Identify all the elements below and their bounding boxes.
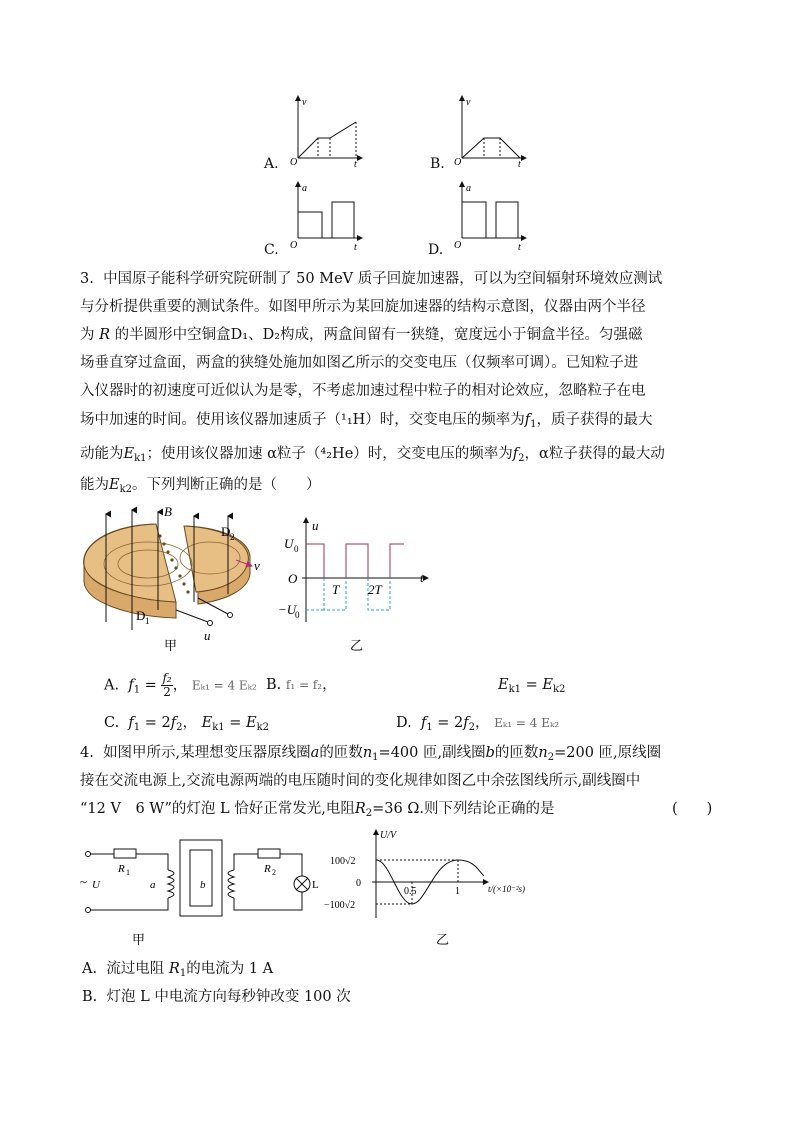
fig3jia-D2-sub: 2 [230, 532, 235, 542]
q4-voltage-figure [318, 826, 546, 948]
q2b-y-label: v [466, 97, 471, 108]
q2d-origin: O [454, 240, 462, 251]
fig4yi-xaxis: t/(×10⁻²s) [488, 884, 526, 894]
fig4jia-R2-sub: 2 [272, 868, 276, 877]
fig4yi-yaxis: U/V [380, 830, 397, 841]
fig3yi-U0: U [284, 536, 294, 551]
fig4yi-zero: 0 [356, 878, 361, 889]
q3-line-4: 场垂直穿过盒面，两盒的狭缝处施加如图乙所示的交变电压（仅频率可调）。已知粒子进 [80, 355, 639, 371]
fig3jia-D2: D [221, 524, 231, 539]
fig3yi-u: u [312, 518, 319, 533]
fig3jia-B: B [164, 504, 172, 519]
fig3yi-O: O [288, 571, 298, 586]
q2d-y-label: a [466, 183, 471, 194]
q3-line-5: 入仪器时的初速度可近似认为是零，不考虑加速过程中粒子的相对论效应，忽略粒子在电 [80, 383, 646, 399]
fig3yi-caption: 乙 [350, 638, 364, 653]
q2c-origin: O [290, 240, 298, 251]
q3-number: 3. [80, 271, 94, 287]
q3-option-c[interactable]: C. $f_1 = 2f_2$， $E_{k1} = E_{k2}$ [104, 715, 270, 733]
q3-line-6: 场中加速的时间。使用该仪器加速质子（¹₁H）时，交变电压的频率为$f_1$，质子获得的最大 [80, 412, 653, 430]
fig3yi-negU0: −U [278, 602, 297, 617]
q2-graph-c [288, 178, 368, 254]
fig4yi-neg: −100√2 [324, 900, 356, 911]
fig4jia-a: a [150, 879, 156, 891]
fig4yi-caption: 乙 [436, 932, 450, 947]
q4-answer-paren: ( ) [672, 801, 713, 817]
q4-option-b[interactable]: B. 灯泡 L 中电流方向每秒钟改变 100 次 [82, 989, 351, 1005]
fig3yi-negU0-sub: 0 [295, 610, 300, 620]
q2-graph-a [288, 92, 368, 168]
q3a-fraction: $\frac{\text{f₂}}{2}$ [162, 671, 172, 699]
q4-circuit-figure [80, 832, 319, 948]
q4-line-1: 4. 如图甲所示,某理想变压器原线圈a的匝数$n_1=400$ 匝,副线圈b的匝数$n_2=200$ 匝,原线圈 [80, 745, 662, 763]
fig3jia-D1: D [136, 608, 146, 623]
fig3yi-U0-sub: 0 [294, 544, 299, 554]
fig3yi-T: T [332, 582, 340, 597]
q2c-x-label: t [354, 242, 357, 253]
q2a-y-label: v [302, 97, 307, 108]
fig4yi-t05: 0.5 [404, 886, 417, 897]
q2-option-a-label: A. [264, 156, 279, 172]
q3-line-7: 动能为$E_{k1}$；使用该仪器加速 α粒子（⁴₂He）时，交变电压的频率为$f_2$，α粒子获得的最大动 [80, 446, 665, 464]
fig4jia-R1-sub: 1 [126, 868, 130, 877]
q2-option-c-label: C. [264, 242, 279, 258]
q2a-x-label: t [354, 159, 357, 170]
q2d-x-label: t [518, 242, 521, 253]
fig4jia-U: U [92, 879, 100, 891]
fig3jia-v: v [254, 558, 260, 573]
q2-graph-d [452, 178, 532, 254]
fig4jia-caption: 甲 [132, 932, 146, 947]
fig3jia-u: u [204, 628, 211, 643]
q3-cyclotron-figure [76, 502, 276, 652]
q3-line-8: 能为$E_{k2}$。下列判断正确的是（ ） [80, 477, 321, 495]
q2-option-b-label: B. [430, 156, 445, 172]
fig3jia-D1-sub: 1 [145, 616, 150, 626]
fig4yi-t1: 1 [455, 886, 460, 897]
q3-option-b[interactable]: B. f₁ = f₂， [266, 677, 337, 693]
q3-option-a[interactable]: A. $f_1$ = $\frac{\text{f₂}}{2}$ ， Eₖ₁ = 4 Eₖ₂ [104, 671, 257, 699]
fig4jia-R1: R [118, 863, 125, 875]
fig4jia-L: L [312, 879, 319, 891]
q2a-origin: O [290, 157, 298, 168]
q2c-y-label: a [302, 183, 307, 194]
q4-line-3: “12 V 6 W”的灯泡 L 恰好正常发光,电阻$R_2=36$ Ω.则下列结论正确的是 [80, 801, 555, 819]
fig3yi-t: t [420, 570, 424, 585]
fig3yi-2T: 2T [368, 582, 382, 597]
q3-voltage-figure [280, 512, 440, 654]
q3-option-b-energy: $E_{k1} = E_{k2}$ [498, 677, 566, 695]
fig4yi-pos: 100√2 [330, 856, 356, 867]
q2b-x-label: t [518, 159, 521, 170]
q3-option-d[interactable]: D. $f_1 = 2f_2$， Eₖ₁ = 4 Eₖ₂ [396, 715, 560, 733]
q3-line-2: 与分析提供重要的测试条件。如图甲所示为某回旋加速器的结构示意图，仪器由两个半径 [80, 299, 646, 315]
q2-graph-b [452, 92, 532, 168]
q4-option-a[interactable]: A. 流过电阻 $R_1$的电流为 1 A [82, 961, 274, 979]
q3-line-1: 3. 中国原子能科学研究院研制了 50 MeV 质子回旋加速器，可以为空间辐射环境效应测试 [80, 271, 663, 287]
fig4jia-b: b [200, 879, 206, 891]
q4-number: 4. [80, 745, 94, 761]
q4-line-2: 接在交流电源上,交流电源两端的电压随时间的变化规律如图乙中余弦图线所示,副线圈中 [80, 773, 641, 789]
q2-option-d-label: D. [428, 242, 444, 258]
fig4jia-tilde: ~ [80, 874, 88, 889]
fig3jia-caption: 甲 [164, 638, 178, 653]
q3-line-3: 为 R 的半圆形中空铜盒D₁、D₂构成，两盒间留有一狭缝，宽度远小于铜盒半径。匀强磁 [80, 327, 643, 343]
q2b-origin: O [454, 157, 462, 168]
fig4jia-R2: R [264, 863, 271, 875]
